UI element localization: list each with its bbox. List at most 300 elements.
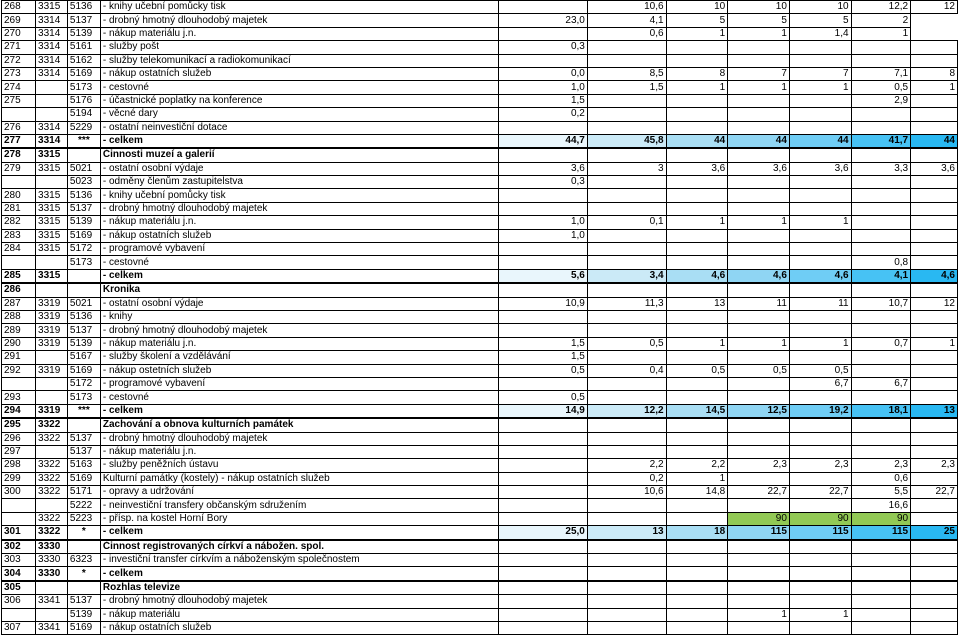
- table-cell: - nákup ostatních služeb: [100, 621, 498, 634]
- table-cell: 5137: [67, 14, 100, 27]
- table-cell: 0,2: [498, 108, 587, 121]
- table-cell: 3,6: [728, 162, 790, 175]
- table-cell: 3,6: [911, 162, 958, 175]
- table-cell: [2, 176, 36, 189]
- table-cell: [911, 567, 958, 581]
- table-cell: 0,5: [666, 364, 728, 377]
- table-cell: [666, 512, 728, 525]
- total-row: [2, 269, 958, 283]
- table-cell: [911, 608, 958, 621]
- table-cell: [587, 567, 666, 581]
- table-cell: [587, 324, 666, 337]
- table-cell: [851, 283, 911, 297]
- table-cell: [851, 176, 911, 189]
- table-cell: [851, 202, 911, 215]
- table-row: [2, 121, 958, 134]
- table-cell: [911, 121, 958, 134]
- table-cell: [587, 54, 666, 67]
- table-cell: 301: [2, 526, 36, 540]
- table-cell: [728, 108, 790, 121]
- table-cell: - nákup materiálu j.n.: [100, 216, 498, 229]
- table-cell: [587, 432, 666, 445]
- table-cell: 283: [2, 229, 36, 242]
- table-cell: - ostatní osobní výdaje: [100, 162, 498, 175]
- table-cell: [851, 391, 911, 404]
- table-cell: 5169: [67, 67, 100, 80]
- table-cell: 90: [728, 512, 790, 525]
- table-cell: 279: [2, 162, 36, 175]
- table-cell: 44: [911, 134, 958, 148]
- table-cell: Kulturní památky (kostely) - nákup ostatních služeb: [100, 472, 498, 485]
- table-cell: [789, 499, 851, 512]
- table-cell: [851, 364, 911, 377]
- table-cell: [2, 608, 36, 621]
- table-cell: [587, 418, 666, 432]
- table-cell: 3322: [36, 472, 68, 485]
- table-cell: [498, 283, 587, 297]
- table-cell: 44: [789, 134, 851, 148]
- table-cell: 115: [789, 526, 851, 540]
- table-cell: 1: [911, 81, 958, 94]
- table-cell: [911, 148, 958, 162]
- table-cell: [911, 256, 958, 269]
- table-cell: [728, 324, 790, 337]
- table-cell: 3319: [36, 404, 68, 418]
- table-cell: 10,7: [851, 297, 911, 310]
- table-cell: 5161: [67, 41, 100, 54]
- table-cell: 5223: [67, 512, 100, 525]
- table-cell: [728, 256, 790, 269]
- table-row: [2, 176, 958, 189]
- table-cell: [851, 229, 911, 242]
- table-cell: [728, 445, 790, 458]
- table-cell: [498, 567, 587, 581]
- table-cell: 274: [2, 81, 36, 94]
- table-cell: 299: [2, 472, 36, 485]
- table-cell: 11,3: [587, 297, 666, 310]
- table-cell: 4,6: [911, 269, 958, 283]
- table-cell: Kronika: [100, 283, 498, 297]
- table-cell: 5172: [67, 377, 100, 390]
- table-cell: 1: [911, 337, 958, 350]
- table-cell: [587, 554, 666, 567]
- table-cell: 1,0: [498, 229, 587, 242]
- table-cell: 8: [911, 67, 958, 80]
- table-cell: 1,5: [498, 94, 587, 107]
- table-cell: - nákup materiálu j.n.: [100, 445, 498, 458]
- table-cell: [911, 94, 958, 107]
- table-cell: 1: [728, 216, 790, 229]
- table-cell: 269: [2, 14, 36, 27]
- table-cell: [587, 243, 666, 256]
- table-cell: 3341: [36, 595, 68, 608]
- table-row: [2, 324, 958, 337]
- table-cell: Činnost registrovaných církví a nábožen. spol.: [100, 540, 498, 554]
- table-cell: 302: [2, 540, 36, 554]
- table-cell: 12: [911, 1, 958, 14]
- table-cell: - programové vybavení: [100, 243, 498, 256]
- table-cell: 45,8: [587, 134, 666, 148]
- table-cell: - účastnické poplatky na konference: [100, 94, 498, 107]
- table-cell: [728, 595, 790, 608]
- table-cell: [498, 432, 587, 445]
- table-cell: 0,5: [851, 81, 911, 94]
- table-cell: 3322: [36, 486, 68, 499]
- table-cell: [789, 41, 851, 54]
- table-cell: [2, 512, 36, 525]
- table-cell: 0,0: [498, 67, 587, 80]
- table-cell: 282: [2, 216, 36, 229]
- table-cell: 10,6: [587, 486, 666, 499]
- table-cell: 44,7: [498, 134, 587, 148]
- table-cell: 22,7: [911, 486, 958, 499]
- table-cell: 10,6: [587, 1, 666, 14]
- table-cell: [666, 432, 728, 445]
- table-cell: 5139: [67, 337, 100, 350]
- table-cell: 90: [851, 512, 911, 525]
- table-cell: 1: [789, 337, 851, 350]
- table-cell: 3315: [36, 229, 68, 242]
- table-row: [2, 621, 958, 634]
- table-cell: [789, 229, 851, 242]
- table-cell: [728, 351, 790, 364]
- table-cell: 8,5: [587, 67, 666, 80]
- table-cell: 90: [789, 512, 851, 525]
- table-cell: 290: [2, 337, 36, 350]
- table-cell: [498, 202, 587, 215]
- table-cell: [498, 377, 587, 390]
- table-cell: 3315: [36, 269, 68, 283]
- table-cell: 4,6: [789, 269, 851, 283]
- table-cell: 5139: [67, 216, 100, 229]
- table-cell: - cestovné: [100, 256, 498, 269]
- table-cell: ***: [67, 404, 100, 418]
- table-cell: 1,5: [498, 337, 587, 350]
- table-row: [2, 432, 958, 445]
- table-cell: [789, 202, 851, 215]
- table-cell: [911, 540, 958, 554]
- table-cell: - celkem: [100, 404, 498, 418]
- table-cell: - nákup materiálu: [100, 608, 498, 621]
- table-cell: 0,3: [498, 176, 587, 189]
- table-cell: [587, 94, 666, 107]
- table-cell: 3314: [36, 67, 68, 80]
- table-cell: 0,4: [587, 364, 666, 377]
- table-cell: 3314: [36, 121, 68, 134]
- table-cell: [36, 445, 68, 458]
- table-cell: 3315: [36, 202, 68, 215]
- table-cell: [666, 310, 728, 323]
- table-cell: 12,2: [851, 1, 911, 14]
- table-row: [2, 310, 958, 323]
- table-cell: 300: [2, 486, 36, 499]
- table-cell: 3314: [36, 41, 68, 54]
- table-cell: 2,3: [851, 459, 911, 472]
- table-cell: 10: [666, 1, 728, 14]
- table-cell: 3315: [36, 243, 68, 256]
- table-cell: [789, 432, 851, 445]
- table-cell: [36, 351, 68, 364]
- table-cell: [789, 581, 851, 595]
- table-cell: 3315: [36, 162, 68, 175]
- table-row: [2, 595, 958, 608]
- table-cell: - služby školení a vzdělávání: [100, 351, 498, 364]
- section-header-row: [2, 581, 958, 595]
- table-cell: [587, 499, 666, 512]
- table-cell: [851, 310, 911, 323]
- table-row: [2, 499, 958, 512]
- table-cell: [587, 176, 666, 189]
- table-cell: [789, 621, 851, 634]
- table-cell: [728, 418, 790, 432]
- table-cell: 5176: [67, 94, 100, 107]
- table-cell: 13: [587, 526, 666, 540]
- table-cell: [728, 94, 790, 107]
- table-cell: [911, 554, 958, 567]
- table-cell: [789, 554, 851, 567]
- table-cell: - odměny členům zastupitelstva: [100, 176, 498, 189]
- table-cell: 5194: [67, 108, 100, 121]
- table-cell: - nákup ostetních služeb: [100, 364, 498, 377]
- table-cell: 5137: [67, 432, 100, 445]
- table-cell: 0,6: [587, 27, 666, 40]
- table-cell: [789, 324, 851, 337]
- table-cell: [728, 176, 790, 189]
- table-cell: [666, 176, 728, 189]
- table-cell: 10: [728, 1, 790, 14]
- table-cell: 276: [2, 121, 36, 134]
- table-cell: 3,6: [789, 162, 851, 175]
- table-cell: [911, 216, 958, 229]
- table-cell: 5136: [67, 189, 100, 202]
- table-cell: [911, 108, 958, 121]
- table-cell: [498, 148, 587, 162]
- table-cell: [498, 243, 587, 256]
- table-cell: [911, 283, 958, 297]
- table-cell: [728, 432, 790, 445]
- table-cell: 0,1: [587, 216, 666, 229]
- table-cell: 3315: [36, 216, 68, 229]
- table-cell: [498, 1, 587, 14]
- table-cell: [498, 608, 587, 621]
- table-cell: 5173: [67, 391, 100, 404]
- table-cell: 5162: [67, 54, 100, 67]
- table-cell: [666, 189, 728, 202]
- table-cell: 3,3: [851, 162, 911, 175]
- table-cell: 3,6: [666, 162, 728, 175]
- table-row: [2, 351, 958, 364]
- table-cell: 5137: [67, 445, 100, 458]
- table-cell: 273: [2, 67, 36, 80]
- table-cell: 5: [789, 14, 851, 27]
- table-cell: [789, 310, 851, 323]
- table-cell: [911, 324, 958, 337]
- table-cell: 2,3: [911, 459, 958, 472]
- table-cell: [587, 121, 666, 134]
- table-cell: [728, 121, 790, 134]
- table-cell: 10,9: [498, 297, 587, 310]
- table-cell: [67, 148, 100, 162]
- table-row: [2, 243, 958, 256]
- table-row: [2, 512, 958, 525]
- table-cell: [728, 621, 790, 634]
- table-row: [2, 459, 958, 472]
- table-cell: 272: [2, 54, 36, 67]
- table-cell: - knihy: [100, 310, 498, 323]
- table-cell: [498, 512, 587, 525]
- table-cell: [666, 445, 728, 458]
- table-cell: 289: [2, 324, 36, 337]
- table-cell: [911, 621, 958, 634]
- table-cell: 1: [666, 27, 728, 40]
- table-cell: [498, 486, 587, 499]
- table-cell: [498, 121, 587, 134]
- table-cell: [789, 445, 851, 458]
- section-header-row: [2, 540, 958, 554]
- table-cell: 1: [728, 608, 790, 621]
- table-cell: 1: [789, 81, 851, 94]
- table-cell: [587, 445, 666, 458]
- table-cell: [587, 189, 666, 202]
- table-cell: 271: [2, 41, 36, 54]
- table-cell: 0,5: [587, 337, 666, 350]
- table-cell: - celkem: [100, 567, 498, 581]
- table-cell: 3330: [36, 554, 68, 567]
- table-cell: 1: [851, 27, 911, 40]
- table-cell: 12: [911, 297, 958, 310]
- table-cell: 5169: [67, 621, 100, 634]
- table-cell: 23,0: [498, 14, 587, 27]
- table-cell: [587, 310, 666, 323]
- table-cell: 280: [2, 189, 36, 202]
- table-cell: [728, 189, 790, 202]
- table-cell: 14,9: [498, 404, 587, 418]
- table-cell: 4,1: [851, 269, 911, 283]
- table-cell: 1: [728, 337, 790, 350]
- table-cell: [789, 256, 851, 269]
- total-row: [2, 526, 958, 540]
- table-cell: 284: [2, 243, 36, 256]
- table-cell: [36, 391, 68, 404]
- table-cell: - nákup ostatních služeb: [100, 229, 498, 242]
- table-cell: [587, 391, 666, 404]
- table-cell: [789, 391, 851, 404]
- table-cell: [36, 499, 68, 512]
- table-row: [2, 14, 958, 27]
- table-row: [2, 364, 958, 377]
- table-cell: 5167: [67, 351, 100, 364]
- table-row: [2, 554, 958, 567]
- table-cell: [666, 202, 728, 215]
- table-cell: 10: [789, 1, 851, 14]
- section-header-row: [2, 418, 958, 432]
- table-cell: 5137: [67, 202, 100, 215]
- table-cell: 5169: [67, 364, 100, 377]
- table-row: [2, 162, 958, 175]
- table-cell: 3315: [36, 1, 68, 14]
- table-cell: 294: [2, 404, 36, 418]
- table-cell: - programové vybavení: [100, 377, 498, 390]
- table-cell: 1,0: [498, 81, 587, 94]
- table-cell: 296: [2, 432, 36, 445]
- table-cell: ***: [67, 134, 100, 148]
- table-cell: [789, 54, 851, 67]
- table-cell: 0,8: [851, 256, 911, 269]
- table-cell: [789, 595, 851, 608]
- table-cell: 1,5: [587, 81, 666, 94]
- table-cell: [36, 81, 68, 94]
- table-cell: 4,1: [587, 14, 666, 27]
- table-cell: 0,5: [498, 364, 587, 377]
- table-cell: [789, 94, 851, 107]
- table-row: [2, 67, 958, 80]
- table-cell: 5172: [67, 243, 100, 256]
- table-cell: 3330: [36, 540, 68, 554]
- table-row: [2, 189, 958, 202]
- table-cell: 44: [728, 134, 790, 148]
- table-cell: [911, 243, 958, 256]
- table-cell: 13: [911, 404, 958, 418]
- table-cell: 11: [728, 297, 790, 310]
- table-row: [2, 1, 958, 14]
- table-cell: [789, 108, 851, 121]
- table-cell: [789, 176, 851, 189]
- table-cell: - drobný hmotný dlouhodobý majetek: [100, 202, 498, 215]
- table-cell: 1: [666, 472, 728, 485]
- table-cell: [666, 554, 728, 567]
- table-cell: [666, 94, 728, 107]
- table-cell: [851, 54, 911, 67]
- table-cell: 8: [666, 67, 728, 80]
- table-cell: 5139: [67, 608, 100, 621]
- table-cell: [728, 554, 790, 567]
- table-cell: - celkem: [100, 269, 498, 283]
- table-cell: [789, 148, 851, 162]
- table-cell: 292: [2, 364, 36, 377]
- table-cell: [666, 324, 728, 337]
- table-cell: [36, 608, 68, 621]
- table-cell: - služby peněžních ústavu: [100, 459, 498, 472]
- table-cell: [2, 499, 36, 512]
- table-cell: 7: [789, 67, 851, 80]
- table-cell: 22,7: [789, 486, 851, 499]
- table-cell: - investiční transfer církvím a náboženským společnostem: [100, 554, 498, 567]
- table-cell: [911, 432, 958, 445]
- table-row: [2, 337, 958, 350]
- table-cell: [911, 351, 958, 364]
- table-cell: [666, 595, 728, 608]
- table-cell: [587, 621, 666, 634]
- table-cell: [498, 554, 587, 567]
- table-cell: *: [67, 526, 100, 540]
- table-cell: 307: [2, 621, 36, 634]
- table-cell: [498, 472, 587, 485]
- table-cell: - celkem: [100, 134, 498, 148]
- table-cell: [666, 256, 728, 269]
- table-cell: [666, 351, 728, 364]
- table-cell: 0,7: [851, 337, 911, 350]
- table-cell: [666, 229, 728, 242]
- table-cell: [666, 391, 728, 404]
- table-cell: [789, 472, 851, 485]
- table-cell: - cestovné: [100, 391, 498, 404]
- table-cell: [666, 608, 728, 621]
- table-cell: - přísp. na kostel Horní Bory: [100, 512, 498, 525]
- table-cell: 3315: [36, 189, 68, 202]
- table-cell: [587, 608, 666, 621]
- table-cell: 5: [666, 14, 728, 27]
- table-cell: [36, 108, 68, 121]
